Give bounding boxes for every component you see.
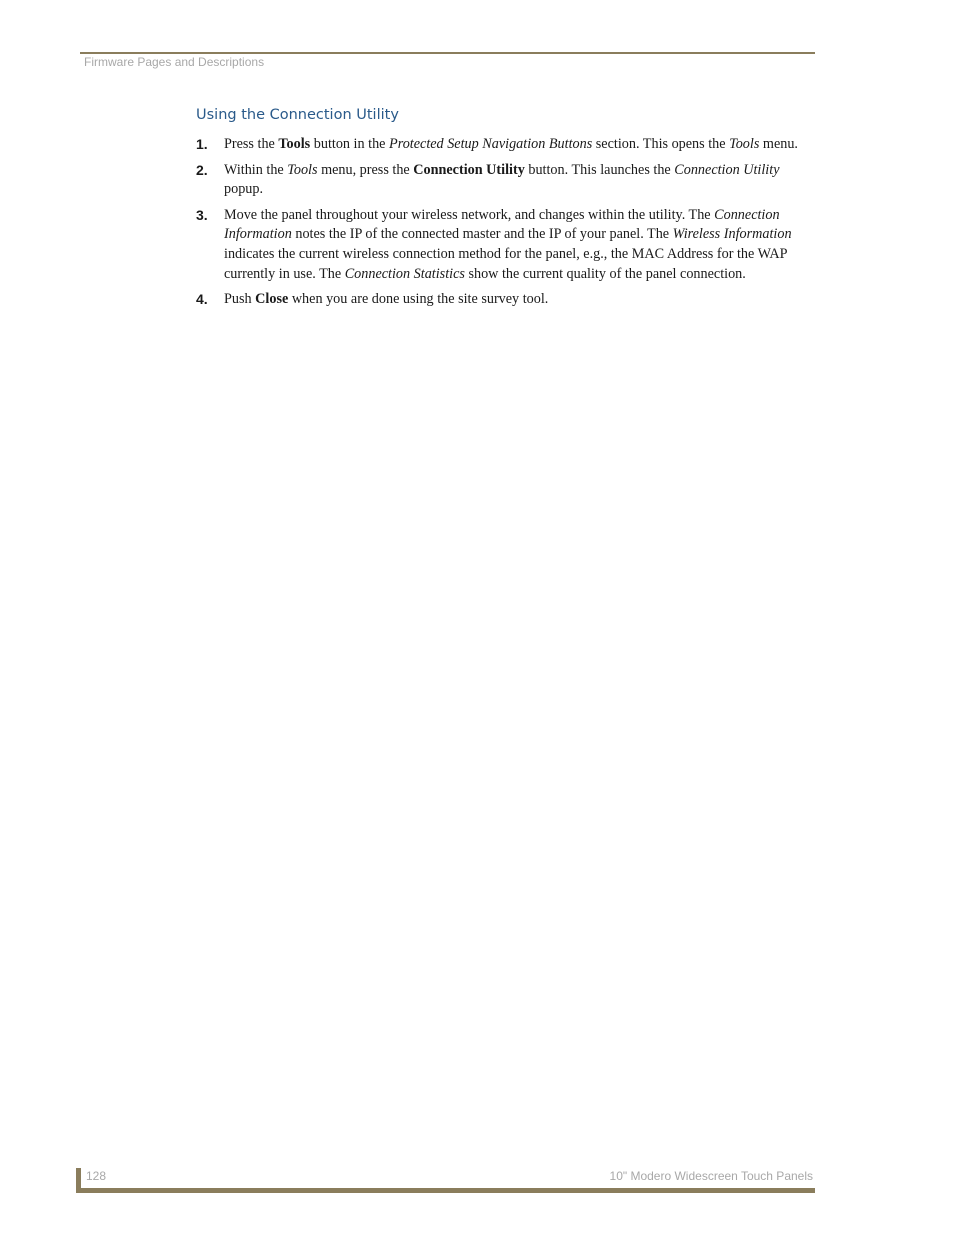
step-italic-term: Connection Statistics [344, 265, 465, 282]
step-italic-term: Tools [287, 161, 318, 178]
step-number: 3. [196, 206, 208, 223]
step-bold-term: Close [255, 291, 289, 308]
header-rule [80, 52, 815, 54]
step-italic-term: Protected Setup Navigation Buttons [389, 136, 593, 152]
step-text: notes the IP of the connected master and the IP of your panel. The [291, 226, 673, 243]
step-text: indicates the current wireless connection method for the panel, e.g., the MAC Address for the WAP currently in use. The [224, 245, 788, 282]
step-text: show the current quality of the panel connection. [464, 265, 746, 282]
step-number: 1. [196, 136, 208, 152]
step-4 [196, 290, 816, 310]
step-text: menu, press the [317, 161, 414, 178]
running-head: Firmware Pages and Descriptions [84, 55, 265, 69]
step-text: menu. [759, 136, 798, 152]
step-italic-term: Tools [729, 136, 760, 152]
step-text: button in the [310, 136, 390, 152]
document-title: 10" Modero Widescreen Touch Panels [609, 1169, 813, 1183]
step-text: Press the [224, 136, 279, 152]
step-bold-term: Tools [278, 136, 311, 152]
step-text: button. This launches the [524, 161, 675, 178]
step-2 [196, 161, 816, 200]
step-text: Move the panel throughout your wireless network, and changes within the utility. The [224, 206, 715, 223]
step-3 [196, 206, 816, 284]
step-1 [196, 135, 816, 155]
step-italic-term: Wireless Information [672, 226, 792, 243]
step-text: Push [224, 291, 256, 308]
steps-list [196, 135, 816, 316]
step-text: Within the [224, 161, 288, 178]
page-number: 128 [86, 1169, 107, 1183]
step-text: when you are done using the site survey tool. [288, 291, 549, 308]
step-italic-term: Connection Information [224, 206, 780, 243]
step-number: 4. [196, 291, 208, 308]
step-number: 2. [196, 161, 208, 178]
footer-rule [76, 1188, 815, 1193]
step-bold-term: Connection Utility [413, 161, 525, 178]
step-italic-term: Connection Utility [674, 161, 780, 178]
section-title: Using the Connection Utility [196, 107, 399, 123]
step-text: popup. [224, 181, 264, 198]
step-text: section. This opens the [592, 136, 730, 152]
